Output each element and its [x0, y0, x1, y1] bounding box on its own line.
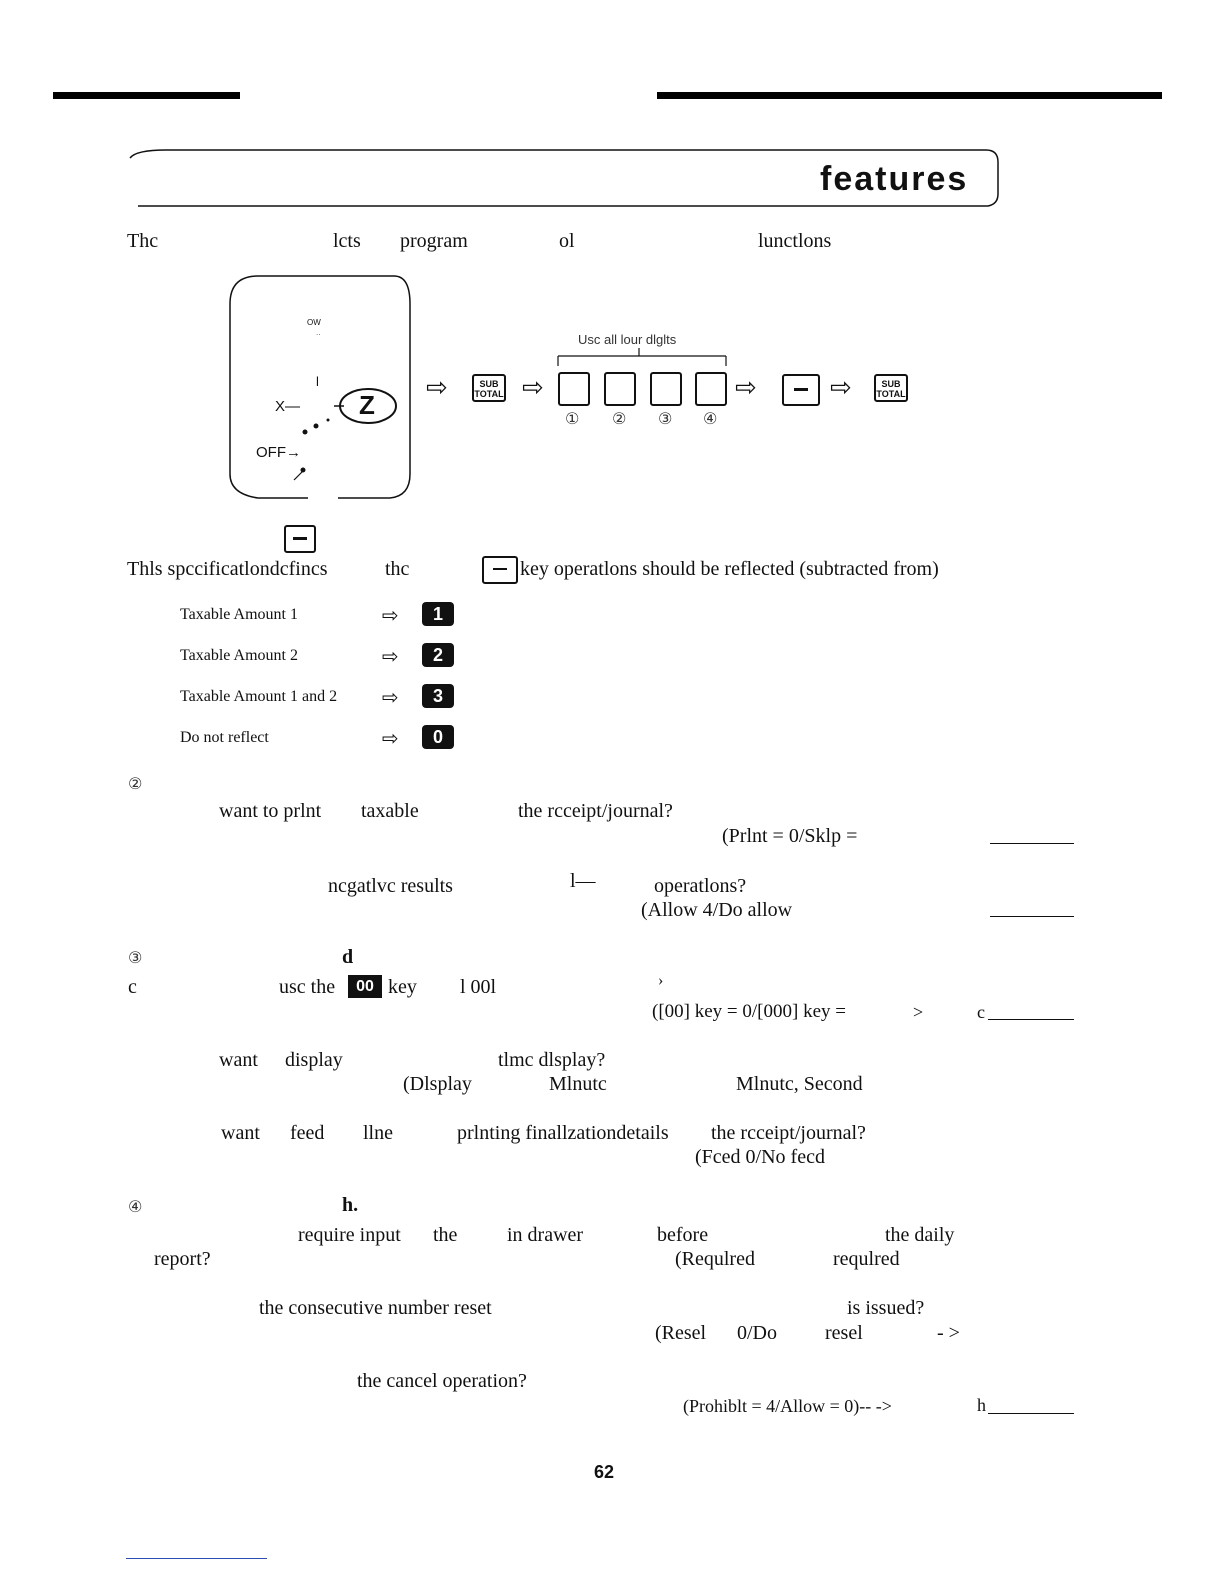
s4-q2-b: is issued?: [847, 1297, 925, 1319]
intro-of: ol: [559, 230, 575, 252]
s3-q1-options: ([00] key = 0/[000] key =: [652, 1001, 846, 1022]
s2-q2-a: ncgatlvc results: [328, 875, 453, 897]
digit-box-4[interactable]: [695, 372, 727, 406]
mode-z-label: Z: [359, 390, 375, 420]
subtotal-key-final-line1: SUB: [881, 379, 901, 389]
footer-rule: [126, 1558, 267, 1559]
option-key-3[interactable]: 3: [422, 684, 454, 708]
s3-q3-e: the rcceipt/journal?: [711, 1122, 866, 1144]
s4-q2-options-a: (Resel: [655, 1322, 707, 1344]
arrow-right-icon: ⇨: [426, 373, 448, 403]
s2-q1-options: (Prlnt = 0/Sklp =: [722, 825, 858, 847]
arrow-right-icon: ⇨: [382, 685, 399, 709]
s3-q2-a: want: [219, 1049, 258, 1071]
spec-minus-key: [482, 556, 518, 584]
intro-lets: lcts: [333, 230, 361, 252]
s3-q3-d: prlnting finallzationdetails: [457, 1122, 669, 1144]
top-rule-left: [53, 92, 240, 99]
minus-icon: [493, 568, 507, 570]
option-key-1[interactable]: 1: [422, 602, 454, 626]
minus-icon: [293, 537, 307, 540]
s2-q2-c: operatlons?: [654, 875, 747, 897]
minus-key[interactable]: [782, 374, 820, 406]
s2-q1-answer-blank[interactable]: [990, 843, 1074, 844]
s2-q2-answer-blank[interactable]: [990, 916, 1074, 917]
s4-q3-h: h: [977, 1395, 986, 1415]
s4-q2-a: the consecutive number reset: [259, 1297, 492, 1319]
s3-q1-c2: c: [977, 1002, 985, 1022]
s2-q2-b: l—: [570, 870, 596, 892]
s3-q2-c: tlmc dlsplay?: [498, 1049, 606, 1071]
s3-q1-a: c: [128, 976, 137, 998]
s2-q1-a: want to prlnt: [219, 800, 322, 822]
top-rule-right: [657, 92, 1162, 99]
s4-q3-options: (Prohiblt = 4/Allow = 0)-- ->: [683, 1396, 892, 1416]
s4-q1-options-a: (Requlred: [675, 1248, 755, 1270]
digit-label-3: ③: [658, 409, 673, 428]
page-title: features: [820, 160, 969, 198]
s4-q2-options-b: 0/Do: [737, 1322, 777, 1344]
arrow-right-icon: ⇨: [382, 644, 399, 668]
subtotal-key[interactable]: [472, 374, 506, 402]
s4-q1-a: require input: [298, 1224, 401, 1246]
section2-number: ②: [128, 774, 143, 793]
s3-q1-d: l 00l: [460, 976, 497, 998]
use-all-digits-label: Usc all lour dlglts: [578, 332, 677, 347]
s3-q1-c: key: [388, 976, 417, 998]
s4-q1-d: before: [657, 1224, 709, 1246]
arrow-right-icon: ⇨: [382, 726, 399, 750]
s4-q1-options-b: requlred: [833, 1248, 900, 1270]
option-label-4: Do not reflect: [180, 729, 269, 746]
s3-q3-a: want: [221, 1122, 260, 1144]
s3-q3-c: llne: [363, 1122, 393, 1144]
subtotal-key-line2: TOTAL: [474, 389, 504, 399]
option-key-4[interactable]: 0: [422, 725, 454, 749]
digit-label-4: ④: [703, 409, 718, 428]
subtotal-key-final[interactable]: [874, 374, 908, 402]
spec-text-3: key operatlons should be reflected (subtracted from): [520, 558, 939, 580]
s3-q1-answer-blank[interactable]: [988, 1019, 1074, 1020]
subtotal-key-final-line2: TOTAL: [876, 389, 906, 399]
option-label-3: Taxable Amount 1 and 2: [180, 688, 338, 705]
s3-q2-options-a: (Dlsplay: [403, 1073, 472, 1095]
s3-q1-b: usc the: [279, 976, 336, 998]
subtotal-key-line1: SUB: [479, 379, 499, 389]
option-label-2: Taxable Amount 2: [180, 647, 298, 664]
digit-box-3[interactable]: [650, 372, 682, 406]
section4-heading: h.: [342, 1194, 359, 1216]
s4-q1-c: in drawer: [507, 1224, 584, 1246]
s4-q1-f: report?: [154, 1248, 211, 1270]
s3-q1-key[interactable]: 00: [348, 975, 382, 1001]
option-key-2[interactable]: 2: [422, 643, 454, 667]
mode-l: l: [316, 374, 319, 389]
digit-bracket: [556, 346, 730, 368]
digit-box-1[interactable]: [558, 372, 590, 406]
intro-program: program: [400, 230, 468, 252]
intro-the: Thc: [127, 230, 159, 252]
section3-number: ③: [128, 948, 143, 967]
digit-label-2: ②: [612, 409, 627, 428]
mode-x: X—: [275, 398, 301, 415]
s3-q3-options: (Fced 0/No fecd: [695, 1146, 825, 1168]
arrow-right-icon: ⇨: [735, 373, 757, 403]
arrow-right-icon: ⇨: [522, 373, 544, 403]
arrow-right-icon: ⇨: [382, 603, 399, 627]
section1-minus-key: [284, 525, 316, 553]
section3-heading: d: [342, 946, 354, 968]
mode-ow: OW: [307, 318, 321, 327]
spec-text-2: thc: [385, 558, 410, 580]
s3-q2-options-b: Mlnutc: [549, 1073, 607, 1095]
spec-text-1: Thls spccificatlondcfincs: [127, 558, 328, 580]
s3-q2-options-c: Mlnutc, Second: [736, 1073, 863, 1095]
minus-icon: [794, 388, 808, 391]
mode-dots: ..: [316, 328, 321, 337]
intro-functions: lunctlons: [758, 230, 832, 252]
s3-q1-arrow: >: [913, 1002, 924, 1022]
digit-label-1: ①: [565, 409, 580, 428]
s3-q2-b: display: [285, 1049, 343, 1071]
s4-q3-a: the cancel operation?: [357, 1370, 527, 1392]
s4-q1-e: the daily: [885, 1224, 955, 1246]
s3-q3-b: feed: [290, 1122, 325, 1144]
s4-q1-b: the: [433, 1224, 458, 1246]
arrow-right-icon: ⇨: [830, 373, 852, 403]
s3-q1-e: ›: [658, 972, 664, 989]
s4-q2-options-c: resel: [825, 1322, 863, 1344]
option-label-1: Taxable Amount 1: [180, 606, 298, 623]
s4-q3-answer-blank[interactable]: [988, 1413, 1074, 1414]
s4-q2-arrow: - >: [937, 1322, 960, 1344]
s2-q2-options: (Allow 4/Do allow: [641, 899, 793, 921]
digit-box-2[interactable]: [604, 372, 636, 406]
s2-q1-c: the rcceipt/journal?: [518, 800, 673, 822]
s2-q1-b: taxable: [361, 800, 419, 822]
section4-number: ④: [128, 1197, 143, 1216]
page-number: 62: [594, 1462, 615, 1482]
mode-off: OFF→: [256, 444, 301, 461]
